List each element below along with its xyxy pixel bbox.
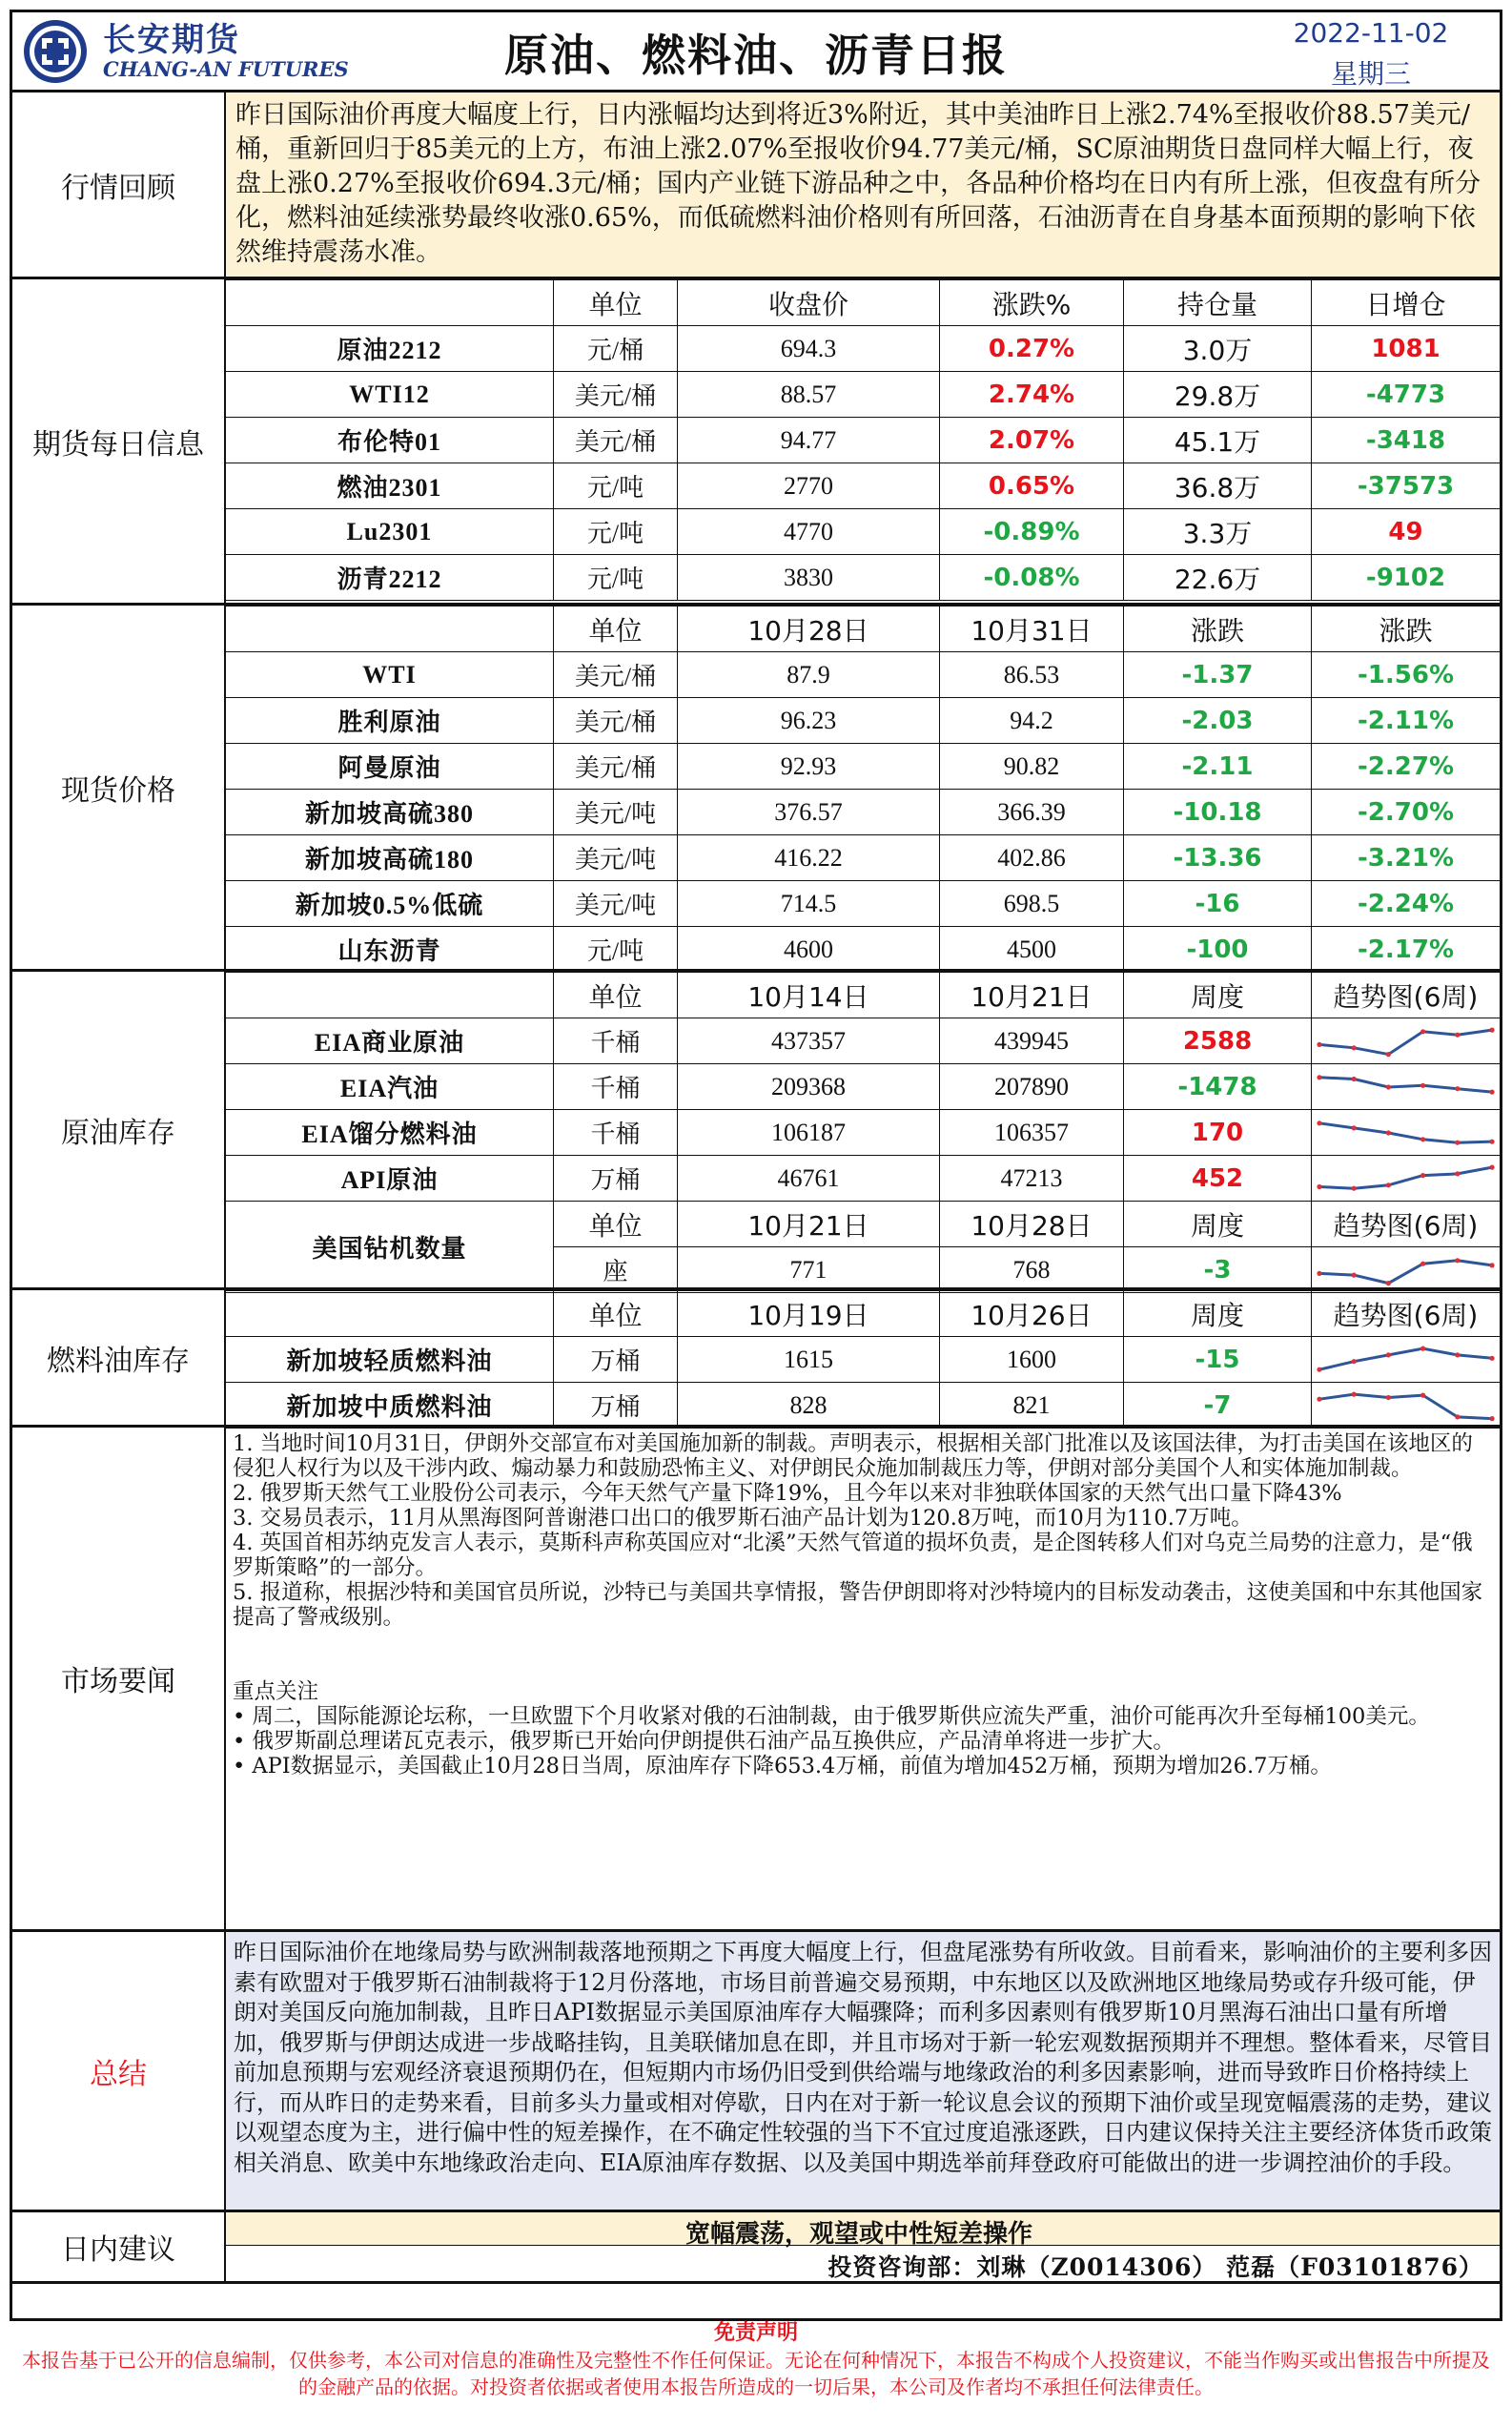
inventory-name: EIA汽油 bbox=[226, 1064, 554, 1110]
price-change-percent: -2.27% bbox=[1312, 744, 1501, 790]
inventory-prev: 1615 bbox=[678, 1337, 940, 1383]
trend-point bbox=[1386, 1394, 1391, 1399]
price-change-percent: -2.70% bbox=[1312, 790, 1501, 835]
rig-curr: 768 bbox=[940, 1247, 1124, 1293]
rig-count-name: 美国钻机数量 bbox=[226, 1202, 554, 1293]
close-price: 2770 bbox=[678, 463, 940, 509]
news-item: 5. 报道称，根据沙特和美国官员所说，沙特已与美国共享情报，警告伊朗即将对沙特境内的目标发动袭击，这使美国和中东其他国家提高了警戒级别。 bbox=[233, 1580, 1483, 1630]
summary-text: 昨日国际油价在地缘局势与欧洲制裁落地预期之下再度大幅度上行，但盘尾涨势有所收敛。目前看来，影响油价的主要利多因素有欧盟对于俄罗斯石油制裁将于12月份落地，市场目前普遍交易预期，中东地区以及欧洲地区地缘局势或存升级可能，伊朗对美国反向施加制裁，且昨日API数据显示美国原油库存大幅骤降；而利多因素则有俄罗斯10月黑海石油出口量有所增加，俄罗斯与伊朗达成进一步战略挂钩，且美联储加息在即，并且市场对于新一轮宏观数据预期并不理想。整体看来，尽管目前加息预期与宏观经济衰退预期仍在，但短期内市场仍旧受到供给端与地缘政治的利多因素影响，进而导致昨日价格持续上行，而从昨日的走势来看，目前多头力量或相对停歇，日内在对于新一轮议息会议的预期下油价或呈现宽幅震荡的走势，建议以观望态度为主，进行偏中性的短差操作，在不确定性较强的当下不宜过度追涨逐跌，日内建议保持关注主要经济体货币政策相关消息、欧美中东地缘政治走向、EIA原油库存数据、以及美国中期选举前拜登政府可能做出的进一步调控油价的手段。 bbox=[226, 1932, 1500, 2210]
consultants: 投资咨询部：刘琳（Z0014306） 范磊（F03101876） bbox=[828, 2253, 1483, 2281]
price-change: -2.03 bbox=[1124, 698, 1312, 744]
change-percent: 0.27% bbox=[940, 326, 1124, 372]
unit-cell: 元/吨 bbox=[554, 509, 678, 555]
unit-cell: 美元/桶 bbox=[554, 372, 678, 418]
trend-point bbox=[1352, 1272, 1357, 1277]
header-cell: 10月21日 bbox=[940, 973, 1124, 1018]
inventory-prev: 209368 bbox=[678, 1064, 940, 1110]
open-interest: 45.1万 bbox=[1124, 418, 1312, 463]
trend-point bbox=[1386, 1052, 1391, 1057]
price-curr: 4500 bbox=[940, 927, 1124, 973]
trend-point bbox=[1386, 1352, 1391, 1357]
report-weekday: 星期三 bbox=[1330, 58, 1411, 90]
unit-cell: 座 bbox=[554, 1247, 678, 1293]
unit-cell: 千桶 bbox=[554, 1110, 678, 1156]
section-label-news: 市场要闻 bbox=[61, 1665, 175, 1698]
rig-prev: 771 bbox=[678, 1247, 940, 1293]
inventory-prev: 437357 bbox=[678, 1018, 940, 1064]
table-row bbox=[226, 698, 1501, 744]
unit-cell: 元/桶 bbox=[554, 326, 678, 372]
trend-point bbox=[1489, 1027, 1494, 1032]
price-curr: 698.5 bbox=[940, 881, 1124, 927]
inventory-curr: 1600 bbox=[940, 1337, 1124, 1383]
inventory-curr: 439945 bbox=[940, 1018, 1124, 1064]
change-percent: 2.74% bbox=[940, 372, 1124, 418]
daily-position-change: -37573 bbox=[1312, 463, 1501, 509]
header-cell: 10月19日 bbox=[678, 1291, 940, 1337]
table-header-row bbox=[226, 606, 1501, 652]
header-cell bbox=[226, 1291, 554, 1337]
inventory-name: API原油 bbox=[226, 1156, 554, 1202]
header-cell: 10月28日 bbox=[678, 606, 940, 652]
unit-cell: 元/吨 bbox=[554, 463, 678, 509]
header-cell: 周度 bbox=[1124, 1202, 1312, 1247]
trend-point bbox=[1317, 1367, 1321, 1371]
header-cell: 日增仓 bbox=[1312, 280, 1501, 326]
open-interest: 29.8万 bbox=[1124, 372, 1312, 418]
news-item: 2. 俄罗斯天然气工业股份公司表示，今年天然气产量下降19%，且今年以来对非独联体国家的天然气出口量下降43% bbox=[233, 1481, 1342, 1506]
unit-cell: 千桶 bbox=[554, 1064, 678, 1110]
header-cell: 持仓量 bbox=[1124, 280, 1312, 326]
unit-cell: 元/吨 bbox=[554, 927, 678, 973]
inventory-prev: 106187 bbox=[678, 1110, 940, 1156]
trend-point bbox=[1386, 1182, 1391, 1187]
table-row bbox=[226, 927, 1501, 973]
trend-sparkline bbox=[1312, 1065, 1500, 1109]
spot-name: 山东沥青 bbox=[226, 927, 554, 973]
price-curr: 86.53 bbox=[940, 652, 1124, 698]
trend-point bbox=[1489, 1263, 1494, 1267]
inventory-name: 新加坡中质燃料油 bbox=[226, 1383, 554, 1429]
trend-point bbox=[1455, 1352, 1460, 1357]
section-label-fuel-inventory: 燃料油库存 bbox=[47, 1344, 190, 1378]
close-price: 88.57 bbox=[678, 372, 940, 418]
table-row bbox=[226, 1337, 1501, 1383]
price-curr: 402.86 bbox=[940, 835, 1124, 881]
section-label-spot: 现货价格 bbox=[61, 773, 175, 808]
unit-cell: 美元/桶 bbox=[554, 418, 678, 463]
inventory-name: EIA商业原油 bbox=[226, 1018, 554, 1064]
trend-point bbox=[1455, 1140, 1460, 1144]
price-prev: 96.23 bbox=[678, 698, 940, 744]
close-price: 694.3 bbox=[678, 326, 940, 372]
open-interest: 3.0万 bbox=[1124, 326, 1312, 372]
open-interest: 22.6万 bbox=[1124, 555, 1312, 601]
trend-point bbox=[1489, 1355, 1494, 1360]
market-review-text: 昨日国际油价再度大幅度上行，日内涨幅均达到将近3%附近，其中美油昨日上涨2.74%至报收价88.57美元/桶，重新回归于85美元的上方，布油上涨2.07%至报收价94.77美元/桶，SC原油期货日盘同样大幅上行，夜盘上涨0.27%至报收价694.3元/桶；国内产业链下游品种之中，各品种价格均在日内有所上涨，但夜盘有所分化，燃料油延续涨势最终收涨0.65%，而低硫燃料油价格则有所回落，石油沥青在自身基本面预期的影响下依然维持震荡水准。 bbox=[226, 93, 1500, 277]
price-change-percent: -2.11% bbox=[1312, 698, 1501, 744]
trend-point bbox=[1317, 1270, 1321, 1275]
table-row bbox=[226, 835, 1501, 881]
trend-point bbox=[1386, 1130, 1391, 1135]
change-percent: 0.65% bbox=[940, 463, 1124, 509]
daily-position-change: 49 bbox=[1312, 509, 1501, 555]
contract-name: 沥青2212 bbox=[226, 555, 554, 601]
table-header-row bbox=[226, 280, 1501, 326]
price-change: -1.37 bbox=[1124, 652, 1312, 698]
weekly-change: 2588 bbox=[1124, 1018, 1312, 1064]
inventory-prev: 46761 bbox=[678, 1156, 940, 1202]
table-row bbox=[226, 326, 1501, 372]
table-row bbox=[226, 1110, 1501, 1156]
weekly-change: -1478 bbox=[1124, 1064, 1312, 1110]
trend-chart-cell bbox=[1312, 1337, 1501, 1383]
spot-price-table bbox=[225, 606, 1501, 973]
price-prev: 87.9 bbox=[678, 652, 940, 698]
trend-sparkline bbox=[1312, 1019, 1500, 1063]
inventory-curr: 47213 bbox=[940, 1156, 1124, 1202]
header-cell: 10月26日 bbox=[940, 1291, 1124, 1337]
trend-point bbox=[1386, 1281, 1391, 1285]
inventory-prev: 828 bbox=[678, 1383, 940, 1429]
advice-text: 宽幅震荡，观望或中性短差操作 bbox=[684, 2220, 1032, 2249]
weekly-change: -15 bbox=[1124, 1337, 1312, 1383]
focus-title: 重点关注 bbox=[233, 1679, 319, 1704]
change-percent: -0.89% bbox=[940, 509, 1124, 555]
weekly-change: -7 bbox=[1124, 1383, 1312, 1429]
price-curr: 366.39 bbox=[940, 790, 1124, 835]
header-cell: 10月21日 bbox=[678, 1202, 940, 1247]
fuel-inventory-table bbox=[225, 1290, 1501, 1429]
trend-line bbox=[1319, 1348, 1492, 1369]
trend-sparkline bbox=[1312, 1111, 1500, 1155]
price-prev: 376.57 bbox=[678, 790, 940, 835]
price-prev: 4600 bbox=[678, 927, 940, 973]
table-header-row bbox=[226, 1291, 1501, 1337]
inventory-curr: 106357 bbox=[940, 1110, 1124, 1156]
weekly-change: -3 bbox=[1124, 1247, 1312, 1293]
header-cell: 单位 bbox=[554, 1202, 678, 1247]
header-cell bbox=[226, 280, 554, 326]
trend-line bbox=[1319, 1394, 1492, 1419]
trend-chart-cell bbox=[1312, 1156, 1501, 1202]
table-row bbox=[226, 372, 1501, 418]
trend-point bbox=[1489, 1089, 1494, 1094]
report-date: 2022-11-02 bbox=[1293, 17, 1449, 49]
futures-table bbox=[225, 279, 1501, 601]
contract-name: WTI12 bbox=[226, 372, 554, 418]
trend-point bbox=[1489, 1139, 1494, 1143]
section-label-market-review: 行情回顾 bbox=[61, 171, 175, 205]
trend-line bbox=[1319, 1030, 1492, 1055]
daily-position-change: -9102 bbox=[1312, 555, 1501, 601]
unit-cell: 美元/桶 bbox=[554, 652, 678, 698]
trend-line bbox=[1319, 1167, 1492, 1188]
contract-name: Lu2301 bbox=[226, 509, 554, 555]
change-percent: 2.07% bbox=[940, 418, 1124, 463]
trend-point bbox=[1420, 1029, 1425, 1034]
unit-cell: 元/吨 bbox=[554, 555, 678, 601]
disclaimer-title: 免责声明 bbox=[713, 2320, 798, 2345]
close-price: 3830 bbox=[678, 555, 940, 601]
table-row bbox=[226, 1064, 1501, 1110]
table-row bbox=[226, 652, 1501, 698]
price-change-percent: -2.17% bbox=[1312, 927, 1501, 973]
open-interest: 3.3万 bbox=[1124, 509, 1312, 555]
inventory-name: 新加坡轻质燃料油 bbox=[226, 1337, 554, 1383]
focus-item: • 周二，国际能源论坛称，一旦欧盟下个月收紧对俄的石油制裁，由于俄罗斯供应流失严重，油价可能再次升至每桶100美元。 bbox=[233, 1704, 1430, 1729]
open-interest: 36.8万 bbox=[1124, 463, 1312, 509]
price-change: -10.18 bbox=[1124, 790, 1312, 835]
section-label-futures: 期货每日信息 bbox=[32, 427, 204, 462]
trend-point bbox=[1317, 1120, 1321, 1125]
section-label-advice: 日内建议 bbox=[61, 2233, 175, 2267]
price-change: -100 bbox=[1124, 927, 1312, 973]
trend-point bbox=[1352, 1045, 1357, 1050]
trend-point bbox=[1455, 1414, 1460, 1419]
change-percent: -0.08% bbox=[940, 555, 1124, 601]
news-item: 4. 英国首相苏纳克发言人表示，莫斯科声称英国应对“北溪”天然气管道的损坏负责，是企图转移人们对乌克兰局势的注意力，是“俄罗斯策略”的一部分。 bbox=[233, 1531, 1473, 1580]
trend-point bbox=[1352, 1125, 1357, 1130]
header-cell: 单位 bbox=[554, 606, 678, 652]
header-cell bbox=[226, 973, 554, 1018]
header-cell: 周度 bbox=[1124, 973, 1312, 1018]
trend-sparkline bbox=[1312, 1248, 1500, 1292]
trend-point bbox=[1317, 1041, 1321, 1046]
news-item: 1. 当地时间10月31日，伊朗外交部宣布对美国施加新的制裁。声明表示，根据相关部门批准以及该国法律，为打击美国在该地区的侵犯人权行为以及干涉内政、煽动暴力和鼓励恐怖主义、对伊朗民众施加制裁压力等，伊朗对部分美国个人和实体施加制裁。 bbox=[233, 1431, 1473, 1481]
trend-point bbox=[1420, 1082, 1425, 1087]
trend-point bbox=[1420, 1173, 1425, 1178]
header-cell: 涨跌 bbox=[1312, 606, 1501, 652]
unit-cell: 美元/吨 bbox=[554, 790, 678, 835]
table-row bbox=[226, 881, 1501, 927]
trend-chart-cell bbox=[1312, 1064, 1501, 1110]
header-cell: 涨跌 bbox=[1124, 606, 1312, 652]
trend-chart-cell bbox=[1312, 1383, 1501, 1429]
rig-header-row bbox=[226, 1202, 1501, 1247]
crude-inventory-table bbox=[225, 972, 1501, 1293]
focus-item: • 俄罗斯副总理诺瓦克表示，俄罗斯已开始向伊朗提供石油产品互换供应，产品清单将进一步扩大。 bbox=[233, 1729, 1175, 1754]
brand-name-en: CHANG-AN FUTURES bbox=[103, 57, 349, 81]
trend-line bbox=[1319, 1077, 1492, 1091]
daily-position-change: 1081 bbox=[1312, 326, 1501, 372]
spot-name: 新加坡0.5%低硫 bbox=[226, 881, 554, 927]
trend-point bbox=[1489, 1164, 1494, 1169]
header-cell: 10月14日 bbox=[678, 973, 940, 1018]
trend-point bbox=[1352, 1391, 1357, 1396]
trend-point bbox=[1455, 1258, 1460, 1263]
trend-point bbox=[1455, 1032, 1460, 1037]
header-cell: 10月28日 bbox=[940, 1202, 1124, 1247]
header-cell: 趋势图(6周) bbox=[1312, 973, 1501, 1018]
trend-point bbox=[1352, 1076, 1357, 1080]
header-cell: 趋势图(6周) bbox=[1312, 1202, 1501, 1247]
trend-sparkline bbox=[1312, 1338, 1500, 1382]
spot-name: WTI bbox=[226, 652, 554, 698]
unit-cell: 万桶 bbox=[554, 1383, 678, 1429]
spot-name: 新加坡高硫180 bbox=[226, 835, 554, 881]
unit-cell: 千桶 bbox=[554, 1018, 678, 1064]
price-prev: 714.5 bbox=[678, 881, 940, 927]
table-row bbox=[226, 1156, 1501, 1202]
brand-name-cn: 长安期货 bbox=[103, 21, 240, 59]
table-row bbox=[226, 463, 1501, 509]
header-cell: 涨跌% bbox=[940, 280, 1124, 326]
price-curr: 90.82 bbox=[940, 744, 1124, 790]
section-label-summary: 总结 bbox=[90, 2057, 147, 2091]
focus-item: • API数据显示，美国截止10月28日当周，原油库存下降653.4万桶，前值为增加452万桶，预期为增加26.7万桶。 bbox=[233, 1754, 1332, 1778]
price-change: -16 bbox=[1124, 881, 1312, 927]
unit-cell: 万桶 bbox=[554, 1156, 678, 1202]
price-prev: 92.93 bbox=[678, 744, 940, 790]
price-change-percent: -1.56% bbox=[1312, 652, 1501, 698]
weekly-change: 452 bbox=[1124, 1156, 1312, 1202]
contract-name: 原油2212 bbox=[226, 326, 554, 372]
header-cell: 周度 bbox=[1124, 1291, 1312, 1337]
trend-point bbox=[1455, 1086, 1460, 1091]
trend-sparkline bbox=[1312, 1157, 1500, 1201]
header-cell: 10月31日 bbox=[940, 606, 1124, 652]
table-header-row bbox=[226, 973, 1501, 1018]
contract-name: 布伦特01 bbox=[226, 418, 554, 463]
trend-line bbox=[1319, 1260, 1492, 1283]
table-row bbox=[226, 744, 1501, 790]
report-title: 原油、燃料油、沥青日报 bbox=[504, 30, 1008, 81]
trend-point bbox=[1420, 1261, 1425, 1265]
trend-chart-cell bbox=[1312, 1018, 1501, 1064]
header-cell: 趋势图(6周) bbox=[1312, 1291, 1501, 1337]
daily-position-change: -4773 bbox=[1312, 372, 1501, 418]
disclaimer-text: 本报告基于已公开的信息编制，仅供参考，本公司对信息的准确性及完整性不作任何保证。无论在何种情况下，本报告不构成个人投资建议，不能当作购买或出售报告中所提及的金融产品的依据。对投资者依据或者使用本报告所造成的一切后果，本公司及作者均不承担任何法律责任。 bbox=[22, 2349, 1490, 2398]
header-cell: 收盘价 bbox=[678, 280, 940, 326]
spot-name: 胜利原油 bbox=[226, 698, 554, 744]
unit-cell: 美元/吨 bbox=[554, 835, 678, 881]
trend-point bbox=[1386, 1084, 1391, 1089]
contract-name: 燃油2301 bbox=[226, 463, 554, 509]
trend-point bbox=[1317, 1183, 1321, 1188]
unit-cell: 美元/吨 bbox=[554, 881, 678, 927]
header-cell: 单位 bbox=[554, 280, 678, 326]
news-block bbox=[225, 1428, 1493, 1929]
trend-line bbox=[1319, 1122, 1492, 1141]
trend-point bbox=[1455, 1171, 1460, 1176]
price-curr: 94.2 bbox=[940, 698, 1124, 744]
table-row bbox=[226, 1383, 1501, 1429]
price-change: -13.36 bbox=[1124, 835, 1312, 881]
table-row bbox=[226, 1018, 1501, 1064]
spot-name: 新加坡高硫380 bbox=[226, 790, 554, 835]
spot-name: 阿曼原油 bbox=[226, 744, 554, 790]
price-prev: 416.22 bbox=[678, 835, 940, 881]
price-change: -2.11 bbox=[1124, 744, 1312, 790]
trend-chart-cell bbox=[1312, 1110, 1501, 1156]
trend-chart-cell bbox=[1312, 1247, 1501, 1293]
table-row bbox=[226, 555, 1501, 601]
header-cell bbox=[226, 606, 554, 652]
close-price: 4770 bbox=[678, 509, 940, 555]
trend-point bbox=[1317, 1396, 1321, 1401]
trend-point bbox=[1317, 1075, 1321, 1079]
news-item: 3. 交易员表示，11月从黑海图阿普谢港口出口的俄罗斯石油产品计划为120.8万吨，而10月为110.7万吨。 bbox=[233, 1506, 1253, 1531]
trend-point bbox=[1420, 1392, 1425, 1397]
unit-cell: 美元/桶 bbox=[554, 698, 678, 744]
price-change-percent: -2.24% bbox=[1312, 881, 1501, 927]
inventory-name: EIA馏分燃料油 bbox=[226, 1110, 554, 1156]
unit-cell: 美元/桶 bbox=[554, 744, 678, 790]
unit-cell: 万桶 bbox=[554, 1337, 678, 1383]
table-row bbox=[226, 790, 1501, 835]
header-cell: 单位 bbox=[554, 1291, 678, 1337]
trend-point bbox=[1352, 1185, 1357, 1190]
trend-point bbox=[1420, 1346, 1425, 1350]
close-price: 94.77 bbox=[678, 418, 940, 463]
header-cell: 单位 bbox=[554, 973, 678, 1018]
trend-point bbox=[1352, 1359, 1357, 1364]
section-label-crude-inventory: 原油库存 bbox=[61, 1116, 175, 1150]
trend-point bbox=[1420, 1137, 1425, 1141]
inventory-curr: 821 bbox=[940, 1383, 1124, 1429]
inventory-curr: 207890 bbox=[940, 1064, 1124, 1110]
trend-sparkline bbox=[1312, 1384, 1500, 1428]
table-row bbox=[226, 418, 1501, 463]
trend-point bbox=[1489, 1416, 1494, 1421]
price-change-percent: -3.21% bbox=[1312, 835, 1501, 881]
weekly-change: 170 bbox=[1124, 1110, 1312, 1156]
spacer bbox=[233, 1630, 1485, 1679]
daily-position-change: -3418 bbox=[1312, 418, 1501, 463]
table-row bbox=[226, 509, 1501, 555]
